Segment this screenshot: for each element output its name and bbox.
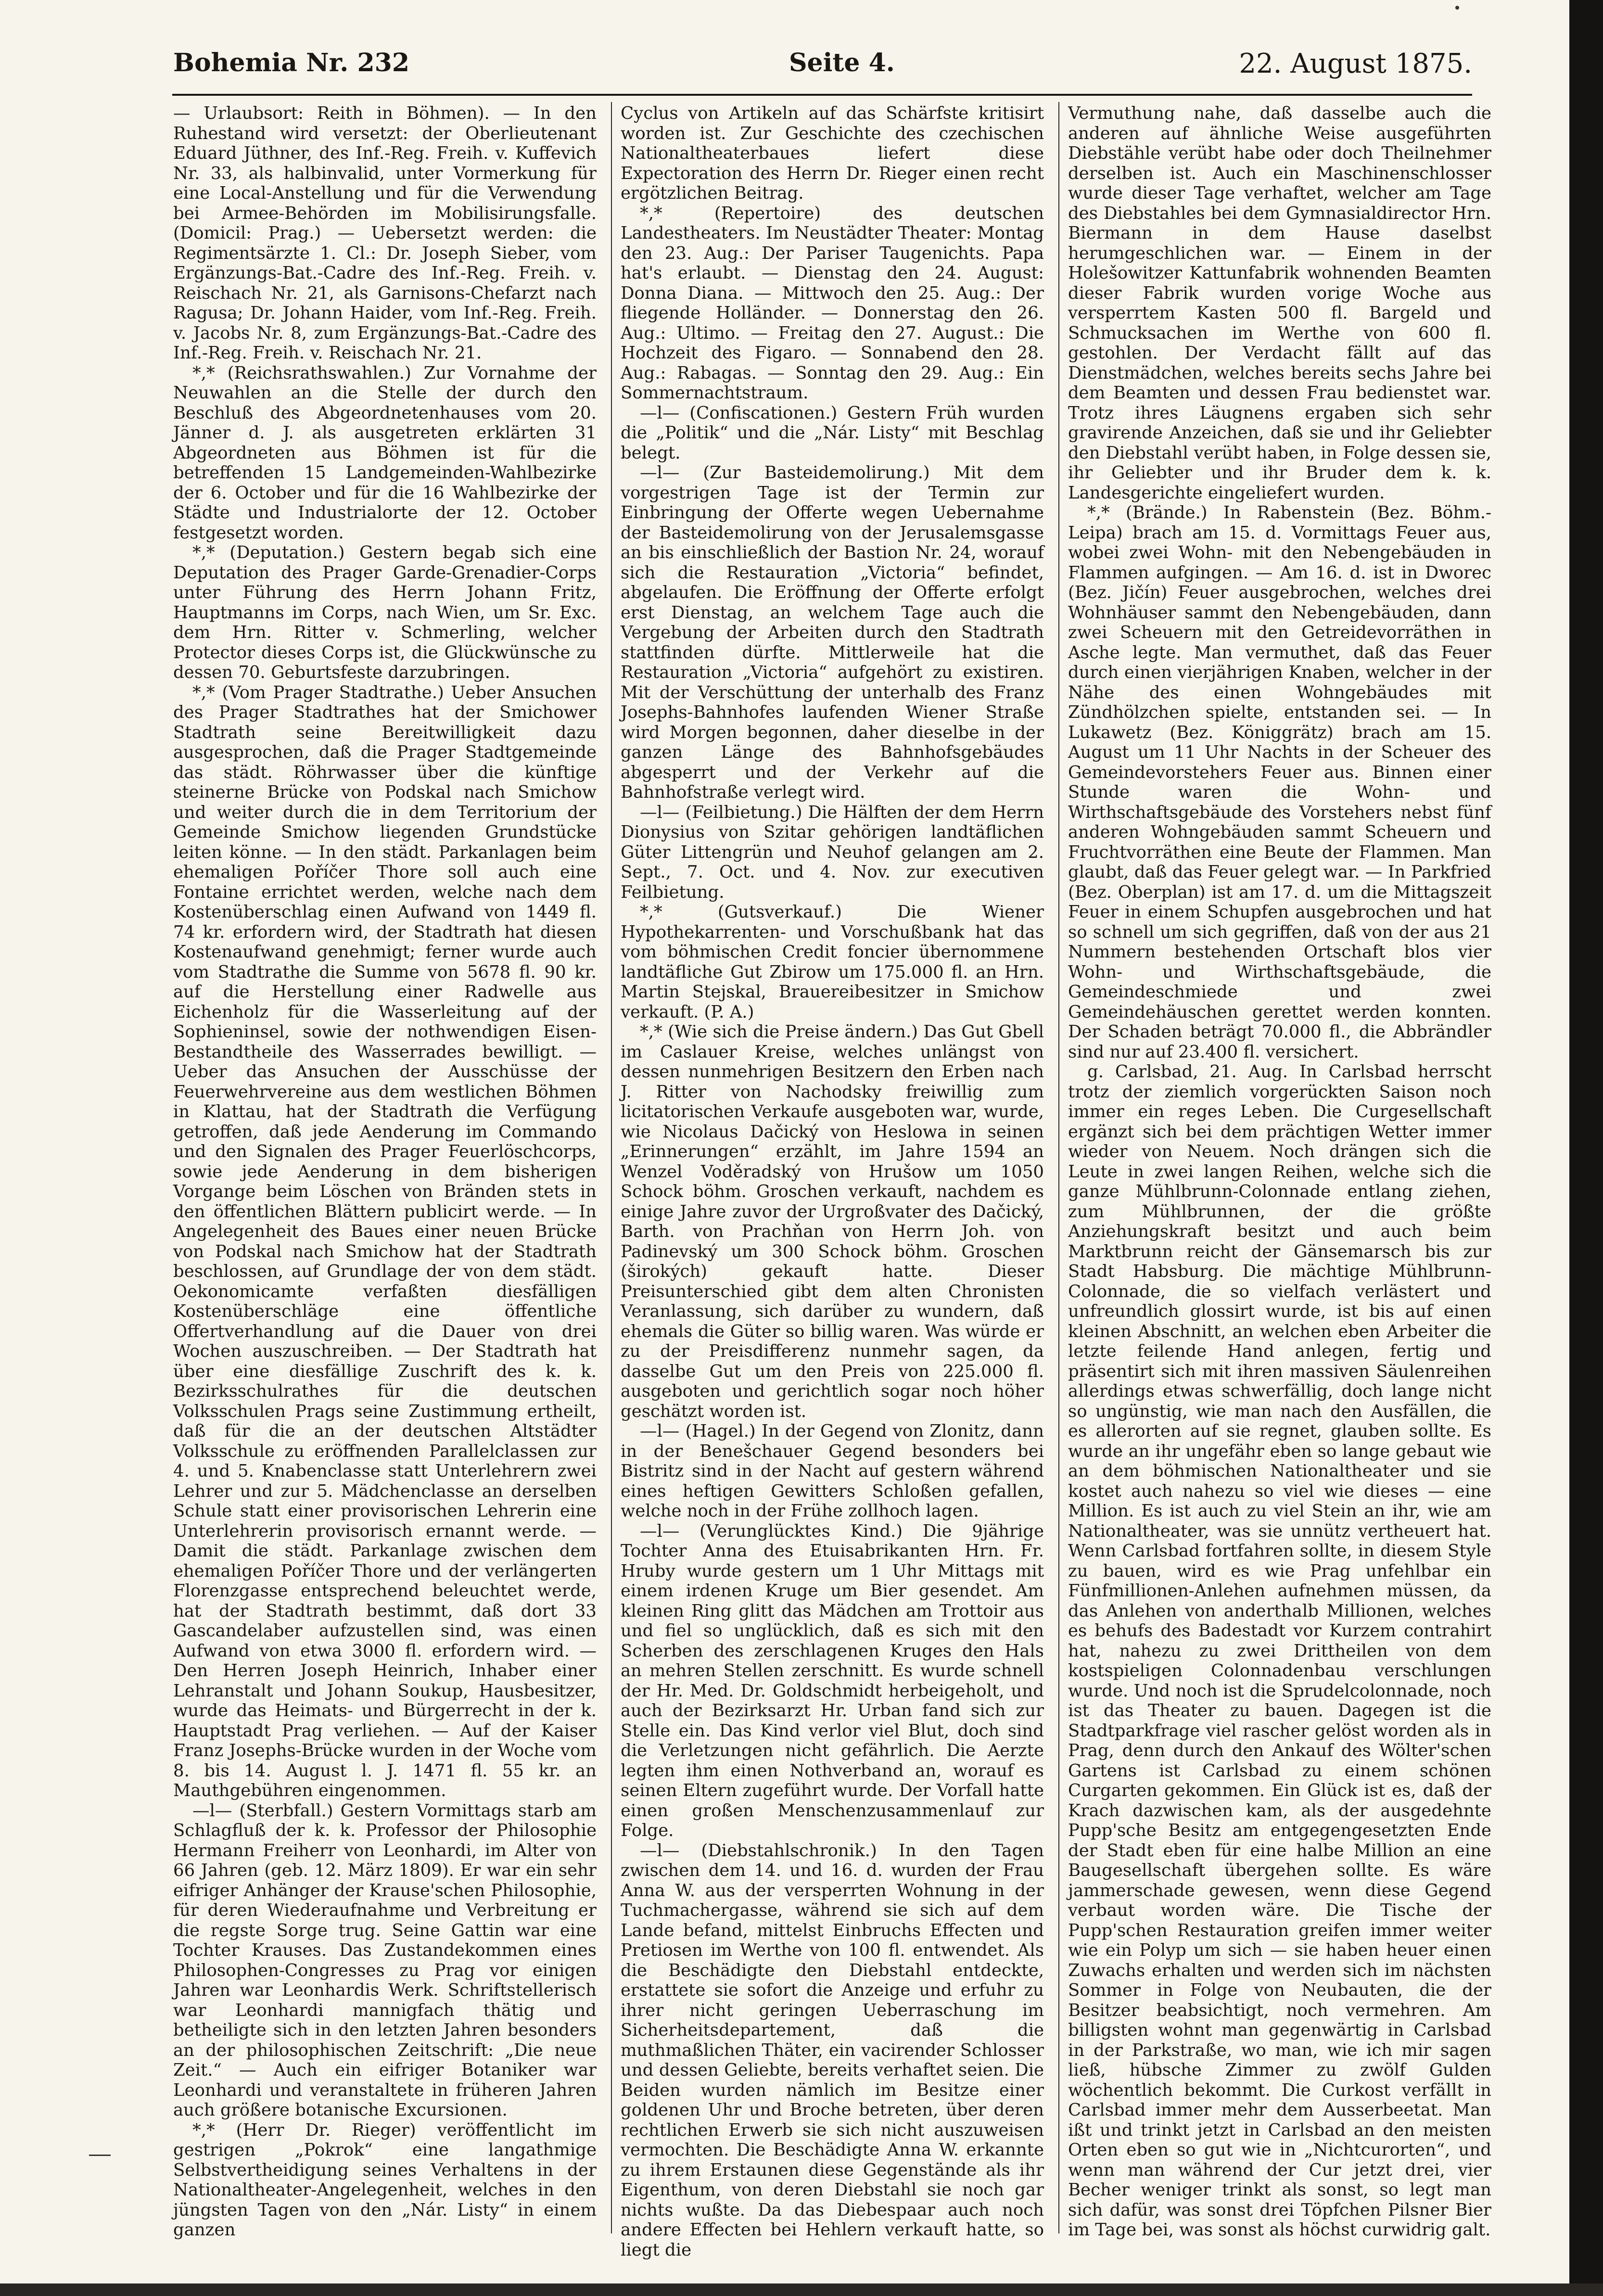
paragraph: —l— (Feilbietung.) Die Hälften der dem Herrn Dionysius von Szitar gehörigen landtäflichen Güter Littengrün und Neuhof gelangen am 2. Sept., 7. Oct. und 4. Nov. zur executiven Feilbietung. [621,802,1044,902]
paragraph: —l— (Diebstahlschronik.) In den Tagen zwischen dem 14. und 16. d. wurden der Frau Anna W. aus der versperrten Wohnung in der Tuchmachergasse, während sie sich auf dem Lande befand, mittelst Einbruchs Effecten und Pretiosen im Werthe von 100 fl. entwendet. Als die Beschädigte den Diebstahl entdeckte, erstattete sie sofort die Anzeige und erfuhr zu ihrer nicht geringen Ueberraschung im Sicherheitsdepartement, daß die muthmaßlichen Thäter, ein vacirender Schlosser und dessen Geliebte, bereits verhaftet seien. Die Beiden wurden nämlich im Besitze einer goldenen Uhr und Broche betreten, über deren rechtlichen Erwerb sie sich nicht auszuweisen vermochten. Die Beschädigte Anna W. erkannte zu ihrem Erstaunen diese Gegenstände als ihr Eigenthum, von deren Diebstahl sie noch gar nichts wußte. Da das Diebespaar auch noch andere Effecten bei Hehlern verkauft hatte, so liegt die [621,1840,1044,2260]
column-2 [621,103,1044,2260]
paragraph: g. Carlsbad, 21. Aug. In Carlsbad herrscht trotz der ziemlich vorgerückten Saison noch immer ein reges Leben. Die Curgesellschaft ergänzt sich bei dem prächtigen Wetter immer wieder von Neuem. Noch drängen sich die Leute in zwei langen Reihen, welche sich die ganze Mühlbrunn-Colonnade entlang ziehen, zum Mühlbrunnen, der die größte Anziehungskraft besitzt und auch beim Marktbrunn reicht der Gänsemarsch bis zur Stadt Habsburg. Die mächtige Mühlbrunn-Colonnade, die so vielfach verlästert und unfreundlich glossirt wurde, ist bis auf einen kleinen Abschnitt, an welchen eben Arbeiter die letzte feilende Hand anlegen, fertig und präsentirt sich mit ihren massiven Säulenreihen allerdings etwas schwerfällig, doch lange nicht so ungünstig, wie man nach den Ausfällen, die es allerorten auf sie regnet, glauben sollte. Es wurde an ihr ungefähr eben so lange gebaut wie an dem böhmischen Nationaltheater und sie kostet auch nahezu so viel wie dieses — eine Million. Es ist auch zu viel Stein an ihr, wie am Nationaltheater, was sie unnütz vertheuert hat. Wenn Carlsbad fortfahren sollte, in diesem Style zu bauen, wird es wie Prag unfehlbar ein Fünfmillionen-Anlehen aufnehmen müssen, da das Anlehen von anderthalb Millionen, welches es behufs des Badestadt vor Kurzem contrahirt hat, nahezu zu zwei Drittheilen von dem kostspieligen Colonnadenbau verschlungen wurde. Und noch ist die Sprudelcolonnade, noch ist das Theater zu bauen. Dagegen ist die Stadtparkfrage viel rascher gelöst worden als in Prag, denn durch den Ankauf des Wölter'schen Gartens ist Carlsbad zu einem schönen Curgarten gekommen. Ein Glück ist es, daß der Krach dazwischen kam, als der ausgedehnte Pupp'sche Besitz am entgegengesetzten Ende der Stadt eben für eine halbe Million an eine Baugesellschaft übergehen sollte. Es wäre jammerschade gewesen, wenn diese Gegend verbaut worden wäre. Die Tische der Pupp'schen Restauration greifen immer weiter wie ein Polyp um sich — sie haben heuer einen Zuwachs erhalten und werden sich im nächsten Sommer in Folge von Neubauten, die der Besitzer beabsichtigt, noch vermehren. Am billigsten wohnt man gegenwärtig in Carlsbad in der Parkstraße, wo man, wie ich mir sagen ließ, hübsche Zimmer zu zwölf Gulden wöchentlich bekommt. Die Curkost verfällt in Carlsbad immer mehr dem Ausserbeetat. Man ißt und trinkt jetzt in Carlsbad an den meisten Orten eben so gut wie in „Nichtcurorten“, und wenn man während der Cur jetzt drei, vier Becher weniger trinkt als sonst, so legt man sich dafür, was sonst drei Töpfchen Pilsner Bier im Tage bei, was sonst als höchst curwidrig galt. [1068,1062,1491,2240]
paragraph: *,* (Vom Prager Stadtrathe.) Ueber Ansuchen des Prager Stadtrathes hat der Smichower Stadtrath seine Bereitwilligkeit dazu ausgesprochen, daß die Prager Stadtgemeinde das städt. Röhrwasser über die künftige steinerne Brücke von Podskal nach Smichow und weiter durch die in dem Territorium der Gemeinde Smichow liegenden Grundstücke leiten könne. — In den städt. Parkanlagen beim ehemaligen Poříčer Thore soll auch eine Fontaine errichtet werden, welche nach dem Kostenüberschlag einen Aufwand von 1449 fl. 74 kr. erfordern wird, der Stadtrath hat diesen Kostenaufwand genehmigt; ferner wurde auch vom Stadtrathe die Summe von 5678 fl. 90 kr. auf die Herstellung einer Radwelle aus Eichenholz für die Wasserleitung auf der Sophieninsel, sowie der nothwendigen Eisen-Bestandtheile des Wasserrades bewilligt. — Ueber das Ansuchen der Ausschüsse der Feuerwehrvereine aus dem westlichen Böhmen in Klattau, hat der Stadtrath die Verfügung getroffen, daß jede Aenderung im Commando und den Signalen des Prager Feuerlöschcorps, sowie jede Aenderung in dem bisherigen Vorgange beim Löschen von Bränden stets in den öffentlichen Blättern publicirt werde. — In Angelegenheit des Baues einer neuen Brücke von Podskal nach Smichow hat der Stadtrath beschlossen, auf Grundlage der von dem städt. Oekonomicamte verfaßten diesfälligen Kostenüberschläge eine öffentliche Offertverhandlung auf die Dauer von drei Wochen auszuschreiben. — Der Stadtrath hat über eine diesfällige Zuschrift des k. k. Bezirksschulrathes für die deutschen Volksschulen Prags seine Zustimmung ertheilt, daß für die an der deutschen Altstädter Volksschule zu eröffnenden Parallelclassen zur 4. und 5. Knabenclasse statt Unterlehrern zwei Lehrer und zur 5. Mädchenclasse an derselben Schule statt einer provisorischen Lehrerin eine Unterlehrerin provisorisch ernannt werde. — Damit die städt. Parkanlage zwischen dem ehemaligen Poříčer Thore und der verlängerten Florenzgasse entsprechend beleuchtet werde, hat der Stadtrath bestimmt, daß dort 33 Gascandelaber aufzustellen sind, was einen Aufwand von etwa 3000 fl. erfordern wird. — Den Herren Joseph Heinrich, Inhaber einer Lehranstalt und Johann Soukup, Hausbesitzer, wurde das Heimats- und Bürgerrecht in der k. Hauptstadt Prag verliehen. — Auf der Kaiser Franz Josephs-Brücke wurden in der Woche vom 8. bis 14. August l. J. 1471 fl. 55 kr. an Mauthgebühren eingenommen. [173,682,597,1800]
paragraph: *,* (Gutsverkauf.) Die Wiener Hypothekarrenten- und Vorschußbank hat das vom böhmischen Credit foncier übernommene landtäfliche Gut Zbirow um 175.000 fl. an Hrn. Martin Stejskal, Brauereibesitzer in Smichow verkauft. (P. A.) [621,902,1044,1022]
column-divider [611,102,612,2233]
column-divider [1058,102,1059,2233]
ink-speck [1455,6,1459,10]
paragraph: Vermuthung nahe, daß dasselbe auch die anderen auf ähnliche Weise ausgeführten Diebstähle verübt habe oder doch Theilnehmer derselben ist. Auch ein Maschinenschlosser wurde dieser Tage verhaftet, welcher am Tage des Diebstahles bei dem Gymnasialdirector Hrn. Biermann in dem Hause daselbst herumgeschlichen war. — Einem in der Holešowitzer Kattunfabrik wohnenden Beamten dieser Fabrik wurden vorige Woche aus versperrtem Kasten 500 fl. Bargeld und Schmucksachen im Werthe von 600 fl. gestohlen. Der Verdacht fällt auf das Dienstmädchen, welches bereits sechs Jahre bei dem Beamten und dessen Frau bedienstet war. Trotz ihres Läugnens ergaben sich sehr gravirende Anzeichen, daß sie und ihr Geliebter den Diebstahl verübt haben, in Folge dessen sie, ihr Geliebter und ihr Bruder dem k. k. Landesgerichte eingeliefert wurden. [1068,103,1491,503]
scan-edge-bottom [0,2283,1603,2296]
header-date: 22. August 1875. [1239,48,1472,79]
header-rule [172,94,1472,96]
paragraph: —l— (Confiscationen.) Gestern Früh wurden die „Politik“ und die „Nár. Listy“ mit Beschlag belegt. [621,403,1044,463]
paragraph: —l— (Sterbfall.) Gestern Vormittags starb am Schlagfluß der k. k. Professor der Philosophie Hermann Freiherr von Leonhardi, im Alter von 66 Jahren (geb. 12. März 1809). Er war ein sehr eifriger Anhänger der Krause'schen Philosophie, für deren Wiederaufnahme und Verbreitung er die regste Sorge trug. Seine Gattin war eine Tochter Krauses. Das Zustandekommen eines Philosophen-Congresses zu Prag vor einigen Jahren war Leonhardis Werk. Schriftstellerisch war Leonhardi mannigfach thätig und betheiligte sich in den letzten Jahren besonders an der philosophischen Zeitschrift: „Die neue Zeit.“ — Auch ein eifriger Botaniker war Leonhardi und veranstaltete in früheren Jahren auch größere botanische Excursionen. [173,1800,597,2120]
paragraph: *,* (Deputation.) Gestern begab sich eine Deputation des Prager Garde-Grenadier-Corps unter Führung des Herrn Johann Fritz, Hauptmanns im Corps, nach Wien, um Sr. Exc. dem Hrn. Ritter v. Schmerling, welcher Protector dieses Corps ist, die Glückwünsche zu dessen 70. Geburtsfeste darzubringen. [173,543,597,682]
paragraph: *,* (Brände.) In Rabenstein (Bez. Böhm.-Leipa) brach am 15. d. Vormittags Feuer aus, wobei zwei Wohn- mit den Nebengebäuden in Flammen aufgingen. — Am 16. d. ist in Dworec (Bez. Jičín) Feuer ausgebrochen, welches drei Wohnhäuser sammt den Nebengebäuden, dann zwei Scheuern mit den Getreidevorräthen in Asche legte. Man vermuthet, daß das Feuer durch einen vierjährigen Knaben, welcher in der Nähe des einen Wohngebäudes mit Zündhölzchen spielte, entstanden sei. — In Lukawetz (Bez. Königgrätz) brach am 15. August um 11 Uhr Nachts in der Scheuer des Gemeindevorstehers Feuer aus. Binnen einer Stunde waren die Wohn- und Wirthschaftsgebäude des Vorstehers nebst fünf anderen Wohngebäuden sammt Scheuern und Fruchtvorräthen eine Beute der Flammen. Man glaubt, daß das Feuer gelegt war. — In Parkfried (Bez. Oberplan) ist am 17. d. um die Mittagszeit Feuer in einem Schupfen ausgebrochen und hat so schnell um sich gegriffen, daß von der aus 21 Nummern bestehenden Ortschaft blos vier Wohn- und Wirthschaftsgebäude, die Gemeindeschmiede und zwei Gemeindehäuschen gerettet werden konnten. Der Schaden beträgt 70.000 fl., die Abbrändler sind nur auf 23.400 fl. versichert. [1068,503,1491,1062]
header-page-number: Seite 4. [789,48,895,77]
column-3 [1068,103,1491,2249]
page-header [173,48,1472,91]
paragraph: *,* (Wie sich die Preise ändern.) Das Gut Gbell im Caslauer Kreise, welches unlängst von dessen nunmehrigen Besitzern den Erben nach J. Ritter von Nachodsky freiwillig zum licitatorischen Verkaufe ausgeboten war, wurde, wie Nicolaus Dačický von Heslowa in seinen „Erinnerungen“ erzählt, im Jahre 1594 an Wenzel Voděradský von Hrušow um 1050 Schock böhm. Groschen verkauft, nachdem es einige Jahre zuvor der Urgroßvater des Dačický, Barth. von Prachňan von Herrn Joh. von Padinevský um 300 Schock böhm. Groschen (širokých) gekauft hatte. Dieser Preisunterschied gibt dem alten Chronisten Veranlassung, sich darüber zu wundern, daß ehemals die Güter so billig waren. Was würde er zu der Preisdifferenz nunmehr sagen, da dasselbe Gut um den Preis von 225.000 fl. ausgeboten und gerichtlich sogar noch höher geschätzt worden ist. [621,1022,1044,1421]
paragraph: —l— (Zur Basteidemolirung.) Mit dem vorgestrigen Tage ist der Termin zur Einbringung der Offerte wegen Uebernahme der Basteidemolirung von der Jerusalemsgasse an bis einschließlich der Bastion Nr. 24, worauf sich die Restauration „Victoria“ befindet, abgelaufen. Die Eröffnung der Offerte erfolgt erst Dienstag, an welchem Tage auch die Vergebung der Arbeiten durch den Stadtrath stattfinden dürfte. Mittlerweile hat die Restauration „Victoria“ aufgehört zu existiren. Mit der Verschüttung der unterhalb des Franz Josephs-Bahnhofes laufenden Wiener Straße wird Morgen begonnen, daher dieselbe in der ganzen Länge des Bahnhofsgebäudes abgesperrt und der Verkehr auf die Bahnhofstraße verlegt wird. [621,463,1044,802]
paragraph: — Urlaubsort: Reith in Böhmen). — In den Ruhestand wird versetzt: der Oberlieutenant Eduard Jüthner, des Inf.-Reg. Freih. v. Kuffevich Nr. 33, als halbinvalid, unter Vormerkung für eine Local-Anstellung und für die Verwendung bei Armee-Behörden im Mobilisirungsfalle. (Domicil: Prag.) — Uebersetzt werden: die Regimentsärzte 1. Cl.: Dr. Joseph Sieber, vom Ergänzungs-Bat.-Cadre des Inf.-Reg. Freih. v. Reischach Nr. 21, als Garnisons-Chefarzt nach Ragusa; Dr. Johann Haider, vom Inf.-Reg. Freih. v. Jacobs Nr. 8, zum Ergänzungs-Bat.-Cadre des Inf.-Reg. Freih. v. Reischach Nr. 21. [173,103,597,363]
paragraph: Cyclus von Artikeln auf das Schärfste kritisirt worden ist. Zur Geschichte des czechischen Nationaltheaterbaues liefert diese Expectoration des Herrn Dr. Rieger einen recht ergötzlichen Beitrag. [621,103,1044,203]
paragraph: *,* (Reichsrathswahlen.) Zur Vornahme der Neuwahlen an die Stelle der durch den Beschluß des Abgeordnetenhauses vom 20. Jänner d. J. als ausgetreten erklärten 31 Abgeordneten aus Böhmen ist für die betreffenden 15 Landgemeinden-Wahlbezirke der 6. October und für die 16 Wahlbezirke der Städte und Industrialorte der 12. October festgesetzt worden. [173,363,597,543]
paragraph: *,* (Repertoire) des deutschen Landestheaters. Im Neustädter Theater: Montag den 23. Aug.: Der Pariser Taugenichts. Papa hat's erlaubt. — Dienstag den 24. August: Donna Diana. — Mittwoch den 25. Aug.: Der fliegende Holländer. — Donnerstag den 26. Aug.: Ultimo. — Freitag den 27. August.: Die Hochzeit des Figaro. — Sonnabend den 28. Aug.: Rabagas. — Sonntag den 29. Aug.: Ein Sommernachtstraum. [621,203,1044,403]
paragraph: —l— (Verunglücktes Kind.) Die 9jährige Tochter Anna des Etuisabrikanten Hrn. Fr. Hruby wurde gestern um 1 Uhr Mittags mit einem irdenen Kruge um Bier gesendet. Am kleinen Ring glitt das Mädchen am Trottoir aus und fiel so unglücklich, daß es sich mit den Scherben des zerschlagenen Kruges den Hals an mehren Stellen zerschnitt. Es wurde schnell der Hr. Med. Dr. Goldschmidt herbeigeholt, und auch der Bezirksarzt Hr. Urban fand sich zur Stelle ein. Das Kind verlor viel Blut, doch sind die Verletzungen nicht gefährlich. Die Aerzte legten ihm einen Nothverband an, worauf es seinen Eltern zugeführt wurde. Der Vorfall hatte einen großen Menschenzusammenlauf zur Folge. [621,1521,1044,1840]
column-1 [173,103,597,2249]
paragraph: *,* (Herr Dr. Rieger) veröffentlicht im gestrigen „Pokrok“ eine langathmige Selbstvertheidigung seines Verhaltens in der Nationaltheater-Angelegenheit, welches in den jüngsten Tagen von den „Nár. Listy“ in einem ganzen [173,2120,597,2240]
paragraph: —l— (Hagel.) In der Gegend von Zlonitz, dann in der Benešchauer Gegend besonders bei Bistritz sind in der Nacht auf gestern während eines heftigen Gewitters Schloßen gefallen, welche noch in der Frühe zollhoch lagen. [621,1421,1044,1521]
header-issue: Bohemia Nr. 232 [173,48,410,77]
scan-edge-right [1569,0,1603,2296]
margin-mark [89,2155,111,2156]
